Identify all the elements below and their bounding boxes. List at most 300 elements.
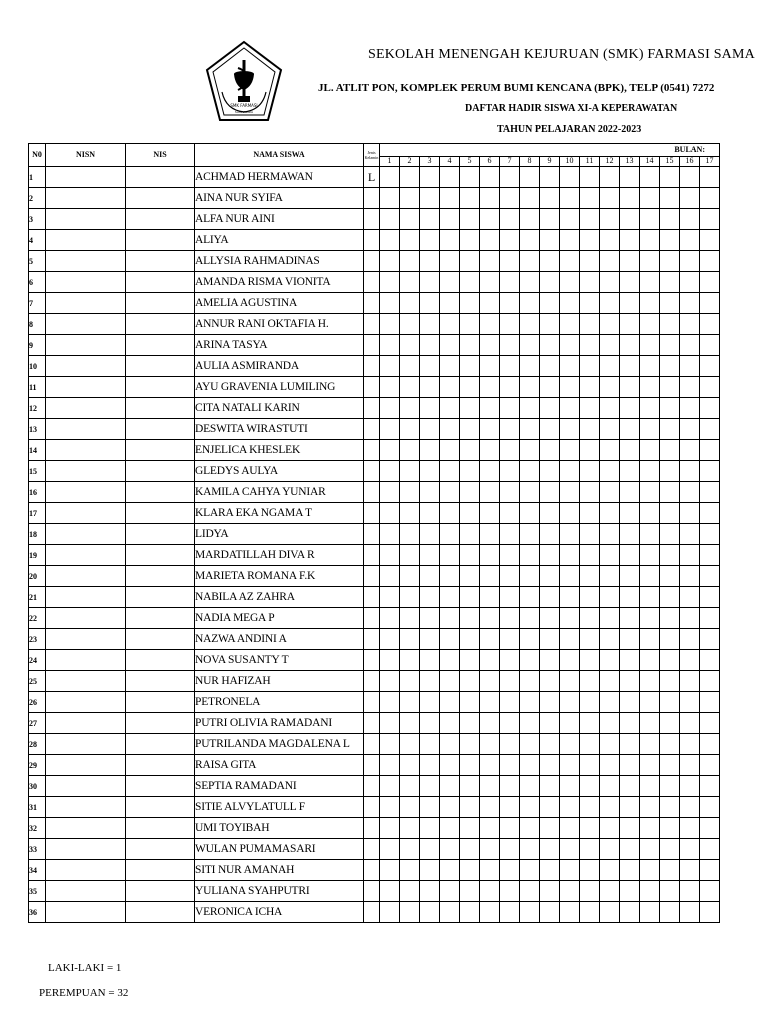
attendance-cell <box>620 188 640 209</box>
attendance-cell <box>680 671 700 692</box>
attendance-cell <box>420 566 440 587</box>
attendance-cell <box>420 356 440 377</box>
attendance-cell <box>440 251 460 272</box>
row-number: 9 <box>29 335 46 356</box>
attendance-cell <box>500 440 520 461</box>
attendance-cell <box>400 545 420 566</box>
attendance-cell <box>460 440 480 461</box>
attendance-cell <box>420 608 440 629</box>
student-name: SEPTIA RAMADANI <box>195 776 364 797</box>
attendance-cell <box>420 482 440 503</box>
attendance-cell <box>580 230 600 251</box>
attendance-cell <box>520 629 540 650</box>
gender-cell: L <box>364 167 380 188</box>
attendance-cell <box>640 482 660 503</box>
row-number: 26 <box>29 692 46 713</box>
attendance-cell <box>600 335 620 356</box>
attendance-cell <box>700 398 720 419</box>
row-number: 36 <box>29 902 46 923</box>
attendance-cell <box>400 650 420 671</box>
gender-cell <box>364 734 380 755</box>
attendance-cell <box>380 713 400 734</box>
attendance-cell <box>620 482 640 503</box>
nisn-cell <box>46 293 126 314</box>
attendance-cell <box>460 797 480 818</box>
attendance-cell <box>580 482 600 503</box>
attendance-cell <box>480 692 500 713</box>
attendance-cell <box>500 230 520 251</box>
attendance-cell <box>440 671 460 692</box>
attendance-cell <box>660 818 680 839</box>
student-name: GLEDYS AULYA <box>195 461 364 482</box>
attendance-cell <box>500 314 520 335</box>
nisn-cell <box>46 671 126 692</box>
nis-cell <box>126 650 195 671</box>
attendance-cell <box>380 440 400 461</box>
attendance-cell <box>380 629 400 650</box>
attendance-cell <box>680 545 700 566</box>
table-row <box>29 860 720 881</box>
nisn-cell <box>46 377 126 398</box>
attendance-cell <box>640 209 660 230</box>
attendance-cell <box>420 587 440 608</box>
attendance-cell <box>440 482 460 503</box>
attendance-cell <box>560 713 580 734</box>
attendance-cell <box>700 839 720 860</box>
attendance-cell <box>440 461 460 482</box>
attendance-cell <box>620 356 640 377</box>
attendance-cell <box>600 482 620 503</box>
attendance-cell <box>440 839 460 860</box>
attendance-cell <box>540 545 560 566</box>
attendance-cell <box>540 398 560 419</box>
attendance-cell <box>420 881 440 902</box>
attendance-cell <box>420 440 440 461</box>
attendance-cell <box>660 545 680 566</box>
nisn-cell <box>46 440 126 461</box>
student-name: ACHMAD HERMAWAN <box>195 167 364 188</box>
attendance-cell <box>560 419 580 440</box>
gender-cell <box>364 440 380 461</box>
attendance-cell <box>480 482 500 503</box>
day-header-15: 15 <box>660 156 680 166</box>
nisn-cell <box>46 839 126 860</box>
attendance-cell <box>520 335 540 356</box>
attendance-cell <box>520 230 540 251</box>
row-number: 1 <box>29 167 46 188</box>
table-row <box>29 503 720 524</box>
attendance-cell <box>520 587 540 608</box>
student-name: SITI NUR AMANAH <box>195 860 364 881</box>
attendance-cell <box>620 713 640 734</box>
attendance-cell <box>640 629 660 650</box>
attendance-cell <box>380 734 400 755</box>
attendance-cell <box>500 167 520 188</box>
nisn-cell <box>46 860 126 881</box>
attendance-cell <box>640 692 660 713</box>
attendance-cell <box>580 503 600 524</box>
attendance-cell <box>500 293 520 314</box>
attendance-cell <box>500 461 520 482</box>
attendance-cell <box>680 314 700 335</box>
attendance-cell <box>660 755 680 776</box>
attendance-cell <box>600 734 620 755</box>
attendance-cell <box>600 608 620 629</box>
attendance-cell <box>540 293 560 314</box>
attendance-cell <box>560 524 580 545</box>
table-row <box>29 377 720 398</box>
gender-cell <box>364 209 380 230</box>
attendance-cell <box>660 566 680 587</box>
attendance-cell <box>680 566 700 587</box>
attendance-cell <box>420 650 440 671</box>
attendance-cell <box>520 776 540 797</box>
attendance-cell <box>460 818 480 839</box>
attendance-cell <box>660 377 680 398</box>
attendance-cell <box>700 818 720 839</box>
attendance-cell <box>700 587 720 608</box>
attendance-cell <box>520 713 540 734</box>
attendance-cell <box>660 629 680 650</box>
attendance-cell <box>640 650 660 671</box>
attendance-cell <box>400 734 420 755</box>
attendance-cell <box>560 482 580 503</box>
attendance-cell <box>520 755 540 776</box>
attendance-cell <box>500 419 520 440</box>
attendance-cell <box>580 398 600 419</box>
attendance-cell <box>420 398 440 419</box>
student-name: NADIA MEGA P <box>195 608 364 629</box>
attendance-cell <box>380 608 400 629</box>
attendance-cell <box>540 524 560 545</box>
table-row <box>29 713 720 734</box>
attendance-cell <box>460 335 480 356</box>
attendance-cell <box>480 608 500 629</box>
attendance-cell <box>520 272 540 293</box>
attendance-cell <box>560 839 580 860</box>
attendance-cell <box>460 608 480 629</box>
attendance-cell <box>460 524 480 545</box>
header-no: N0 <box>29 144 46 167</box>
attendance-cell <box>620 860 640 881</box>
nisn-cell <box>46 398 126 419</box>
attendance-cell <box>500 251 520 272</box>
attendance-cell <box>680 335 700 356</box>
header-nisn: NISN <box>46 144 126 167</box>
attendance-cell <box>540 503 560 524</box>
gender-cell <box>364 860 380 881</box>
attendance-cell <box>440 545 460 566</box>
attendance-cell <box>600 713 620 734</box>
attendance-cell <box>540 881 560 902</box>
attendance-cell <box>660 671 680 692</box>
nis-cell <box>126 545 195 566</box>
gender-cell <box>364 713 380 734</box>
attendance-cell <box>520 188 540 209</box>
attendance-cell <box>680 293 700 314</box>
attendance-cell <box>660 419 680 440</box>
attendance-cell <box>420 335 440 356</box>
day-header-13: 13 <box>620 156 640 166</box>
nisn-cell <box>46 209 126 230</box>
attendance-cell <box>420 419 440 440</box>
attendance-cell <box>420 377 440 398</box>
attendance-cell <box>680 356 700 377</box>
nis-cell <box>126 293 195 314</box>
attendance-cell <box>600 671 620 692</box>
nis-cell <box>126 419 195 440</box>
attendance-cell <box>400 587 420 608</box>
attendance-cell <box>400 839 420 860</box>
attendance-cell <box>420 272 440 293</box>
attendance-cell <box>520 293 540 314</box>
attendance-cell <box>700 377 720 398</box>
attendance-cell <box>540 167 560 188</box>
attendance-cell <box>700 545 720 566</box>
row-number: 28 <box>29 734 46 755</box>
attendance-cell <box>640 230 660 251</box>
attendance-cell <box>680 440 700 461</box>
attendance-cell <box>640 545 660 566</box>
attendance-cell <box>680 209 700 230</box>
attendance-cell <box>600 209 620 230</box>
attendance-cell <box>500 734 520 755</box>
nis-cell <box>126 629 195 650</box>
attendance-cell <box>660 776 680 797</box>
student-name: DESWITA WIRASTUTI <box>195 419 364 440</box>
attendance-cell <box>640 818 660 839</box>
attendance-cell <box>660 797 680 818</box>
attendance-cell <box>680 230 700 251</box>
attendance-cell <box>640 419 660 440</box>
attendance-cell <box>440 797 460 818</box>
attendance-cell <box>460 671 480 692</box>
attendance-cell <box>420 902 440 923</box>
attendance-cell <box>500 776 520 797</box>
attendance-cell <box>700 608 720 629</box>
row-number: 20 <box>29 566 46 587</box>
attendance-cell <box>520 650 540 671</box>
table-row <box>29 251 720 272</box>
attendance-cell <box>440 713 460 734</box>
attendance-cell <box>440 650 460 671</box>
attendance-cell <box>520 902 540 923</box>
attendance-cell <box>500 755 520 776</box>
attendance-cell <box>600 251 620 272</box>
attendance-cell <box>680 755 700 776</box>
student-name: ALLYSIA RAHMADINAS <box>195 251 364 272</box>
attendance-cell <box>640 314 660 335</box>
attendance-cell <box>680 251 700 272</box>
day-header-5: 5 <box>460 156 480 166</box>
attendance-cell <box>400 293 420 314</box>
attendance-cell <box>600 419 620 440</box>
attendance-cell <box>480 818 500 839</box>
attendance-cell <box>380 335 400 356</box>
attendance-cell <box>600 776 620 797</box>
attendance-cell <box>420 230 440 251</box>
attendance-cell <box>460 881 480 902</box>
attendance-cell <box>580 629 600 650</box>
attendance-cell <box>600 818 620 839</box>
day-header-17: 17 <box>700 156 720 166</box>
nisn-cell <box>46 608 126 629</box>
attendance-cell <box>520 545 540 566</box>
nis-cell <box>126 398 195 419</box>
attendance-cell <box>420 524 440 545</box>
attendance-cell <box>640 293 660 314</box>
attendance-cell <box>640 713 660 734</box>
attendance-cell <box>660 524 680 545</box>
attendance-cell <box>600 314 620 335</box>
attendance-cell <box>600 356 620 377</box>
attendance-cell <box>520 503 540 524</box>
nis-cell <box>126 776 195 797</box>
attendance-cell <box>460 566 480 587</box>
student-name: VERONICA ICHA <box>195 902 364 923</box>
student-name: RAISA GITA <box>195 755 364 776</box>
nis-cell <box>126 797 195 818</box>
attendance-cell <box>620 608 640 629</box>
attendance-cell <box>680 188 700 209</box>
row-number: 16 <box>29 482 46 503</box>
attendance-cell <box>500 209 520 230</box>
attendance-cell <box>600 650 620 671</box>
attendance-cell <box>640 272 660 293</box>
attendance-cell <box>480 671 500 692</box>
nis-cell <box>126 335 195 356</box>
attendance-cell <box>480 230 500 251</box>
student-name: ARINA TASYA <box>195 335 364 356</box>
attendance-cell <box>400 356 420 377</box>
attendance-cell <box>560 503 580 524</box>
attendance-cell <box>580 839 600 860</box>
attendance-cell <box>560 671 580 692</box>
nisn-cell <box>46 335 126 356</box>
attendance-cell <box>700 314 720 335</box>
attendance-cell <box>640 902 660 923</box>
table-row <box>29 566 720 587</box>
attendance-cell <box>500 713 520 734</box>
gender-cell <box>364 377 380 398</box>
nis-cell <box>126 881 195 902</box>
attendance-cell <box>520 209 540 230</box>
attendance-cell <box>680 818 700 839</box>
attendance-cell <box>580 188 600 209</box>
attendance-cell <box>580 293 600 314</box>
attendance-cell <box>700 419 720 440</box>
attendance-cell <box>620 734 640 755</box>
attendance-cell <box>660 860 680 881</box>
attendance-cell <box>560 776 580 797</box>
attendance-cell <box>600 692 620 713</box>
attendance-cell <box>500 356 520 377</box>
row-number: 18 <box>29 524 46 545</box>
attendance-cell <box>400 314 420 335</box>
attendance-cell <box>540 272 560 293</box>
attendance-cell <box>500 818 520 839</box>
nisn-cell <box>46 356 126 377</box>
row-number: 4 <box>29 230 46 251</box>
attendance-cell <box>680 734 700 755</box>
day-header-11: 11 <box>580 156 600 166</box>
attendance-cell <box>440 188 460 209</box>
attendance-cell <box>380 755 400 776</box>
attendance-cell <box>400 272 420 293</box>
attendance-cell <box>420 776 440 797</box>
row-number: 11 <box>29 377 46 398</box>
attendance-cell <box>660 482 680 503</box>
attendance-cell <box>600 797 620 818</box>
attendance-cell <box>480 293 500 314</box>
attendance-cell <box>540 377 560 398</box>
attendance-cell <box>620 377 640 398</box>
attendance-cell <box>700 335 720 356</box>
gender-cell <box>364 587 380 608</box>
attendance-cell <box>520 461 540 482</box>
student-name: CITA NATALI KARIN <box>195 398 364 419</box>
table-row <box>29 272 720 293</box>
attendance-cell <box>680 902 700 923</box>
attendance-cell <box>440 587 460 608</box>
attendance-cell <box>560 755 580 776</box>
attendance-cell <box>480 503 500 524</box>
nisn-cell <box>46 692 126 713</box>
attendance-cell <box>380 230 400 251</box>
gender-cell <box>364 566 380 587</box>
attendance-cell <box>440 335 460 356</box>
attendance-cell <box>480 419 500 440</box>
attendance-cell <box>680 398 700 419</box>
attendance-cell <box>700 734 720 755</box>
nisn-cell <box>46 272 126 293</box>
attendance-cell <box>620 461 640 482</box>
gender-cell <box>364 461 380 482</box>
nisn-cell <box>46 776 126 797</box>
attendance-cell <box>520 566 540 587</box>
nisn-cell <box>46 461 126 482</box>
attendance-cell <box>580 209 600 230</box>
attendance-cell <box>620 776 640 797</box>
attendance-cell <box>560 860 580 881</box>
attendance-cell <box>480 209 500 230</box>
attendance-table <box>28 143 720 923</box>
attendance-cell <box>580 797 600 818</box>
attendance-cell <box>560 461 580 482</box>
attendance-cell <box>400 377 420 398</box>
nis-cell <box>126 356 195 377</box>
attendance-cell <box>420 755 440 776</box>
attendance-cell <box>540 713 560 734</box>
attendance-cell <box>580 545 600 566</box>
day-header-9: 9 <box>540 156 560 166</box>
attendance-cell <box>600 629 620 650</box>
attendance-cell <box>700 860 720 881</box>
attendance-cell <box>660 881 680 902</box>
nis-cell <box>126 440 195 461</box>
attendance-cell <box>380 671 400 692</box>
male-count: LAKI-LAKI = 1 <box>48 962 122 974</box>
attendance-cell <box>420 314 440 335</box>
gender-cell <box>364 419 380 440</box>
attendance-cell <box>440 314 460 335</box>
header-jenis-kelamin: Jenis Kelamin <box>364 144 380 167</box>
header-bulan: BULAN: <box>380 144 720 157</box>
attendance-cell <box>540 818 560 839</box>
nis-cell <box>126 230 195 251</box>
attendance-cell <box>380 209 400 230</box>
attendance-cell <box>400 167 420 188</box>
